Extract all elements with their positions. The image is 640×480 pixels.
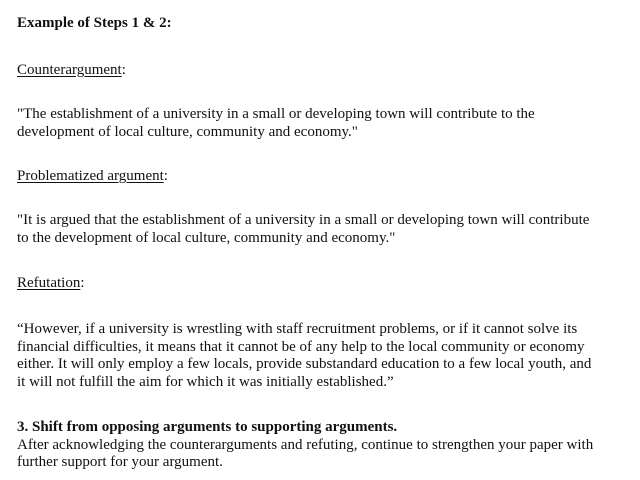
problematized-line-2: to the development of local culture, community and economy.": [17, 229, 396, 246]
counterargument-line-2: development of local culture, community and economy.": [17, 123, 358, 140]
refutation-line-3: either. It will only employ a few locals, provide substandard education to a few local youth, and: [17, 356, 592, 372]
counterargument-paragraph: [17, 106, 623, 141]
problematized-label: [17, 168, 168, 185]
problematized-label-colon: :: [163, 168, 168, 184]
refutation-label-colon: :: [80, 275, 85, 291]
step3-line-1: After acknowledging the counterarguments and refuting, continue to strengthen your paper with: [17, 436, 594, 453]
step3-line-2: further support for your argument.: [17, 454, 223, 470]
step3-title: 3. Shift from opposing arguments to supporting arguments.: [17, 419, 398, 435]
counterargument-line-1: "The establishment of a university in a small or developing town will contribute to the: [17, 106, 535, 122]
counterargument-label-colon: :: [121, 62, 126, 78]
problematized-line-1: "It is argued that the establishment of a university in a small or developing town will contribute: [17, 212, 590, 228]
document-heading: Example of Steps 1 & 2:: [17, 15, 172, 31]
refutation-line-4: it will not fulfill the aim for which it was initially established.”: [17, 373, 394, 390]
refutation-label: [17, 275, 85, 292]
counterargument-label: [17, 62, 126, 79]
refutation-paragraph: [17, 321, 623, 391]
refutation-line-2: financial difficulties, it means that it cannot be of any help to the local community or economy: [17, 338, 585, 355]
refutation-line-1: “However, if a university is wrestling with staff recruitment problems, or if it cannot solve its: [17, 321, 578, 337]
problematized-label-text: Problematized argument: [17, 168, 164, 184]
step3-section: [17, 419, 623, 472]
problematized-paragraph: [17, 212, 623, 247]
refutation-label-text: Refutation: [17, 275, 81, 291]
counterargument-label-text: Counterargument: [17, 62, 122, 78]
